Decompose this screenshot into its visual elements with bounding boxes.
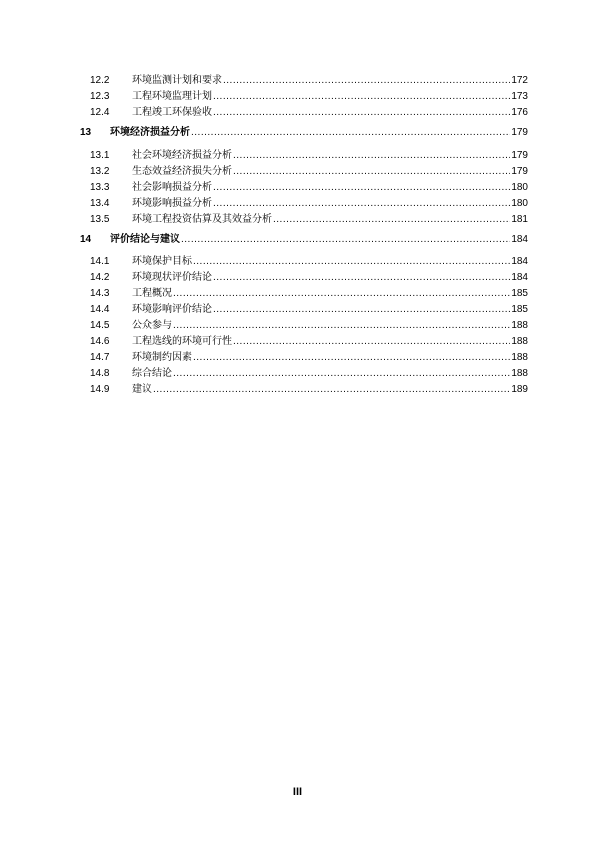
toc-entry-page: 189: [511, 384, 528, 395]
toc-entry-14-9[interactable]: [90, 382, 528, 398]
toc-entry-title: 环境影响评价结论: [132, 304, 212, 315]
toc-entry-page: 179: [511, 150, 528, 161]
toc-entry-title: 环境制约因素: [132, 352, 192, 363]
toc-entry-12-4[interactable]: [90, 105, 528, 121]
dot-leader: [191, 125, 510, 141]
toc-entry-number: 13.5: [90, 214, 110, 225]
toc-chapter-page: 184: [511, 234, 528, 245]
toc-entry-number: 12.2: [90, 75, 110, 86]
toc-entry-number: 14.6: [90, 336, 110, 347]
dot-leader: [213, 180, 510, 196]
toc-entry-number: 13.2: [90, 166, 110, 177]
toc-chapter-title: 评价结论与建议: [110, 234, 180, 245]
toc-entry-14-1[interactable]: [90, 254, 528, 270]
page-number: III: [292, 786, 303, 798]
toc-entry-title: 社会环境经济损益分析: [132, 150, 232, 161]
toc-entry-14-5[interactable]: [90, 318, 528, 334]
toc-chapter-title: 环境经济损益分析: [110, 127, 190, 138]
toc-entry-title: 工程竣工环保验收: [132, 107, 212, 118]
toc-entry-title: 社会影响损益分析: [132, 182, 212, 193]
toc-entry-page: 188: [511, 368, 528, 379]
toc-entry-title: 工程选线的环境可行性: [132, 336, 232, 347]
toc-entry-page: 184: [511, 272, 528, 283]
toc-entry-13-1[interactable]: [90, 148, 528, 164]
toc-entry-number: 14.1: [90, 256, 110, 267]
toc-entry-page: 185: [511, 288, 528, 299]
dot-leader: [173, 318, 510, 334]
toc-entry-14-3[interactable]: [90, 286, 528, 302]
toc-entry-14-6[interactable]: [90, 334, 528, 350]
dot-leader: [233, 164, 510, 180]
toc-entry-title: 工程概况: [132, 288, 172, 299]
toc-entry-page: 180: [511, 198, 528, 209]
toc-entry-page: 188: [511, 320, 528, 331]
toc-entry-page: 176: [511, 107, 528, 118]
toc-entry-title: 综合结论: [132, 368, 172, 379]
toc-entry-title: 公众参与: [132, 320, 172, 331]
toc-entry-title: 工程环境监理计划: [132, 91, 212, 102]
dot-leader: [213, 302, 510, 318]
toc-entry-title: 环境保护目标: [132, 256, 192, 267]
toc-entry-number: 12.3: [90, 91, 110, 102]
toc-entry-13-2[interactable]: [90, 164, 528, 180]
toc-chapter-page: 179: [511, 127, 528, 138]
toc-entry-number: 14.7: [90, 352, 110, 363]
toc-entry-title: 环境工程投资估算及其效益分析: [132, 214, 272, 225]
toc-entry-title: 生态效益经济损失分析: [132, 166, 232, 177]
toc-entry-title: 建议: [132, 384, 152, 395]
toc-entry-number: 14.8: [90, 368, 110, 379]
toc-chapter-14[interactable]: [80, 232, 528, 248]
toc-entry-number: 14.4: [90, 304, 110, 315]
toc-chapter-number: 13: [80, 127, 92, 138]
toc-entry-page: 180: [511, 182, 528, 193]
toc-entry-number: 14.5: [90, 320, 110, 331]
toc-entry-page: 185: [511, 304, 528, 315]
toc-chapter-13[interactable]: [80, 125, 528, 141]
toc-entry-number: 14.9: [90, 384, 110, 395]
dot-leader: [213, 270, 510, 286]
toc-entry-page: 181: [511, 214, 528, 225]
toc-entry-page: 188: [511, 352, 528, 363]
toc-entry-number: 14.3: [90, 288, 110, 299]
dot-leader: [273, 212, 510, 228]
toc-chapter-number: 14: [80, 234, 92, 245]
toc-entry-13-4[interactable]: [90, 196, 528, 212]
dot-leader: [153, 382, 510, 398]
toc-entry-number: 14.2: [90, 272, 110, 283]
toc-entry-number: 13.1: [90, 150, 110, 161]
toc-entry-title: 环境影响损益分析: [132, 198, 212, 209]
toc-entry-12-2[interactable]: [90, 73, 528, 89]
toc-entry-page: 172: [511, 75, 528, 86]
toc-entry-14-8[interactable]: [90, 366, 528, 382]
toc-entry-page: 184: [511, 256, 528, 267]
toc-entry-14-2[interactable]: [90, 270, 528, 286]
toc-entry-number: 12.4: [90, 107, 110, 118]
toc-entry-page: 173: [511, 91, 528, 102]
dot-leader: [193, 350, 510, 366]
toc-entry-number: 13.3: [90, 182, 110, 193]
toc-entry-14-4[interactable]: [90, 302, 528, 318]
toc-entry-number: 13.4: [90, 198, 110, 209]
dot-leader: [193, 254, 510, 270]
toc-entry-14-7[interactable]: [90, 350, 528, 366]
dot-leader: [213, 196, 510, 212]
toc-entry-title: 环境现状评价结论: [132, 272, 212, 283]
toc-entry-13-3[interactable]: [90, 180, 528, 196]
dot-leader: [233, 334, 510, 350]
toc-entry-title: 环境监测计划和要求: [132, 75, 222, 86]
dot-leader: [213, 105, 510, 121]
toc-entry-13-5[interactable]: [90, 212, 528, 228]
dot-leader: [173, 286, 510, 302]
dot-leader: [173, 366, 510, 382]
dot-leader: [233, 148, 510, 164]
dot-leader: [223, 73, 510, 89]
toc-entry-page: 188: [511, 336, 528, 347]
toc-entry-12-3[interactable]: [90, 89, 528, 105]
toc-entry-page: 179: [511, 166, 528, 177]
dot-leader: [181, 232, 510, 248]
dot-leader: [213, 89, 510, 105]
